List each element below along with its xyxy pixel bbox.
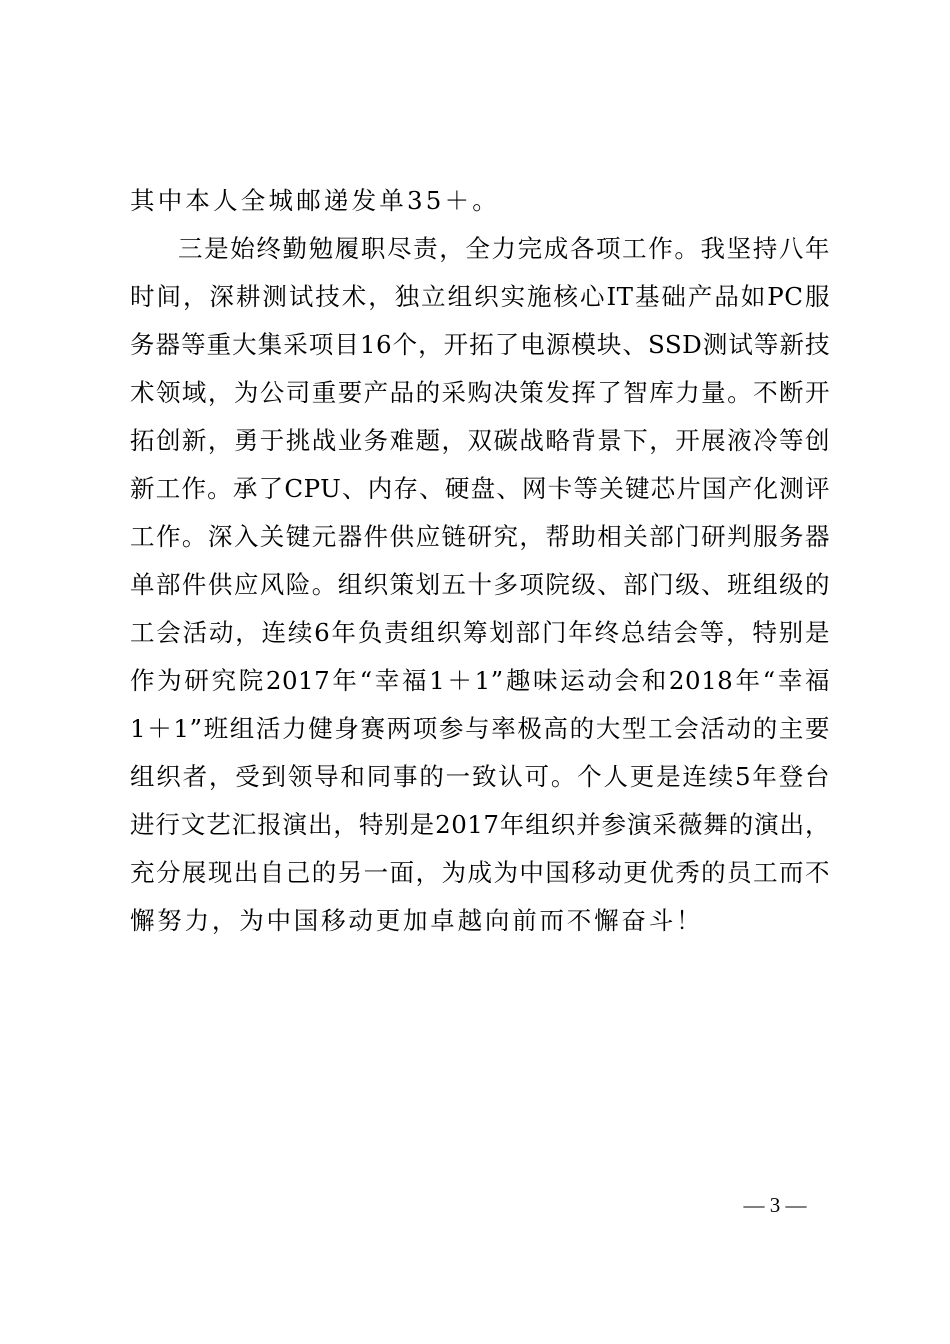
paragraph-line-14: 进行文艺汇报演出，特别是2017年组织并参演采薇舞的演出，	[130, 810, 830, 839]
page-number: — 3 —	[743, 1193, 807, 1217]
paragraph-line-15: 充分展现出自己的另一面，为成为中国移动更优秀的员工而不	[130, 858, 830, 887]
paragraph-line-13: 组织者，受到领导和同事的一致认可。个人更是连续5年登台	[130, 762, 830, 791]
paragraph-line-7: 新工作。承了CPU、内存、硬盘、网卡等关键芯片国产化测评	[130, 474, 830, 503]
paragraph-line-6: 拓创新，勇于挑战业务难题，双碳战略背景下，开展液冷等创	[130, 426, 830, 455]
paragraph-line-4: 务器等重大集采项目16个，开拓了电源模块、SSD测试等新技	[130, 330, 830, 359]
paragraph-line-3: 时间，深耕测试技术，独立组织实施核心IT基础产品如PC服	[130, 282, 830, 311]
paragraph-line-9: 单部件供应风险。组织策划五十多项院级、部门级、班组级的	[130, 570, 830, 599]
paragraph-line-10: 工会活动，连续6年负责组织筹划部门年终总结会等，特别是	[130, 618, 830, 647]
paragraph-line-16: 懈努力，为中国移动更加卓越向前而不懈奋斗！	[130, 906, 704, 935]
paragraph-line-8: 工作。深入关键元器件供应链研究，帮助相关部门研判服务器	[130, 522, 830, 551]
paragraph-line-5: 术领域，为公司重要产品的采购决策发挥了智库力量。不断开	[130, 378, 830, 407]
paragraph-line-12: 1＋1”班组活力健身赛两项参与率极高的大型工会活动的主要	[130, 714, 830, 743]
paragraph-line-2: 三是始终勤勉履职尽责，全力完成各项工作。我坚持八年	[178, 234, 830, 263]
paragraph-line-11: 作为研究院2017年“幸福1＋1”趣味运动会和2018年“幸福	[130, 666, 830, 695]
paragraph-line-1: 其中本人全城邮递发单35＋。	[130, 186, 500, 215]
